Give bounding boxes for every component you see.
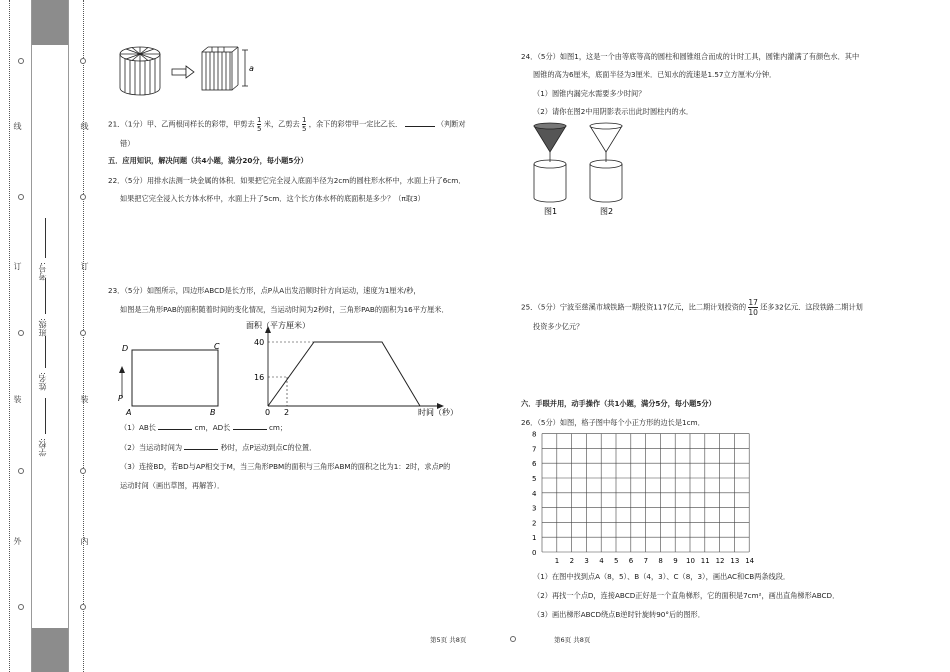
name-field[interactable] [45,336,46,368]
timer-figure-1 [534,123,566,202]
graph-xlabel: 时间（秒） [418,408,458,417]
outer-word-1: 外 [13,537,22,545]
graph-xtick-2: 2 [284,408,290,417]
q22-line1: 22．（5分）用排水法测一块金属的体积．如果把它完全浸入底面半径为2cm的圆柱形水杯中，水面上升了6cm． [108,176,466,185]
graph-ytick-16: 16 [254,373,265,382]
q23-ab-blank[interactable] [158,429,192,430]
q25-line2: 投资多少亿元？ [533,322,584,331]
label-A: A [126,408,132,417]
binding-hole [18,330,24,336]
graph-area-line [268,342,420,406]
binding-hole [80,58,86,64]
binding-hole [80,468,86,474]
label-C: C [214,342,220,351]
grid-x-label: 7 [643,557,649,565]
q25-frac-den: 10 [748,308,758,317]
q21-frac1-num: 1 [256,116,262,124]
school-field[interactable] [45,398,46,434]
outer-word-2: 装 [13,395,22,403]
inner-word-1: 内 [80,537,89,545]
q23-sub2 [120,442,316,453]
grid-x-label: 4 [599,557,604,565]
q23-time-blank[interactable] [184,449,218,450]
q25-line1 [521,298,863,317]
rectangle-abcd [132,350,218,406]
q21-answer-blank[interactable] [405,126,435,127]
q21-fraction-1 [257,116,261,133]
q21-frac1-den: 5 [256,125,262,133]
inner-word-3: 订 [80,262,89,270]
grid-y-label: 7 [532,445,537,454]
grid-x-label: 12 [715,557,725,565]
grid-x-label: 3 [584,557,589,565]
left-page-footer: 第5页 共8页 [430,636,467,644]
q26-sub1: （1）在图中找到点A（8，5）、B（4，3）、C（8，3），画出AC和CB两条线段． [533,572,791,581]
grid-x-label: 8 [658,557,663,565]
q23-line2: 如图是三角形PAB的面积随着时间的变化情况，当运动时间为2秒时，三角形PAB的面积为16平方厘米． [120,305,449,314]
q22-line2: 如果把它完全浸入长方体水杯中，水面上升了5cm．这个长方体水杯的底面积是多少？（π取3） [120,194,425,203]
grid-x-label: 9 [673,557,678,565]
grid-y-label: 5 [532,475,537,483]
gutter-inner-dotted-line [83,0,84,672]
exam-number-label: 考号: [38,262,47,281]
q21-line2: 错） [120,139,135,148]
timer-figure-2 [590,123,622,202]
binding-gutter [0,0,100,672]
q23-sub3-line2: 运动时间（画出草图，再解答）． [120,481,225,490]
q23-sub1-c: cm； [268,423,288,432]
fig2-label: 图2 [600,207,614,216]
q21-line1 [108,116,466,133]
q26-sub3: （3）画出梯形ABCD绕点B逆时针旋转90°后的图形． [533,610,705,619]
section5-title: 五．应用知识，解决问题（共4小题，满分20分，每小题5分） [108,156,308,165]
q23-sub1-b: cm，AD长 [194,423,231,432]
coordinate-grid[interactable] [528,430,760,566]
q21-frac2-den: 5 [302,125,307,133]
q21-text-d: （判断对 [436,119,466,129]
class-field[interactable] [45,278,46,314]
q25-fraction [748,298,758,317]
graph-ylabel: 面积（平方厘米） [246,321,310,330]
q23-sub1 [120,422,287,433]
page-separator-dot [510,636,516,642]
q23-ad-blank[interactable] [233,429,267,430]
grid-x-label: 6 [628,557,634,565]
grid-y-label: 4 [532,489,537,498]
label-D: D [122,344,129,353]
grid-x-label: 1 [554,557,560,565]
binding-hole [18,604,24,610]
grid-x-label: 11 [700,557,710,565]
q24-sub2: （2）请你在图2中用阴影表示出此时圆柱内的水． [533,107,694,116]
label-B: B [210,408,216,417]
grid-x-label: 2 [569,557,575,565]
binding-hole [18,58,24,64]
grid-y-label: 3 [532,504,537,513]
exam-number-field[interactable] [45,218,46,258]
grid-y-label: 2 [532,519,537,528]
school-label: 学校: [38,438,47,457]
q25-frac-num: 17 [748,298,758,307]
gutter-divider-line [9,0,10,672]
grid-y-label: 0 [532,549,537,557]
q23-sub1-a: （1）AB长 [120,423,156,432]
grid-x-label: 13 [730,557,740,565]
graph-ytick-40: 40 [254,338,265,347]
q24-sub1: （1）圆锥内漏完水需要多少时间？ [533,89,646,98]
q25-text-a: 25．（5分）宁波至慈溪市域铁路一期投资117亿元，比二期计划投资的 [521,302,747,312]
q26-line1: 26．（5分）如图，格子图中每个小正方形的边长是1cm． [521,418,705,427]
inner-word-4: 线 [80,122,89,130]
q25-text-b: 还多32亿元．这段铁路二期计划 [760,302,863,312]
binding-hole [18,468,24,474]
q21-text-c: ，余下的彩带甲一定比乙长． [308,119,403,129]
rectangle-abcd-figure [112,338,232,418]
inner-word-2: 装 [80,395,89,403]
binding-hole [80,604,86,610]
q23-sub2-b: 秒时，点P运动到点C的位置． [220,443,317,452]
section6-title: 六．手眼并用，动手操作（共1小题，满分5分，每小题5分） [521,399,716,408]
q23-sub2-a: （2）当运动时间为 [120,443,183,452]
grid-x-label: 5 [614,557,619,565]
label-P: P [118,394,123,403]
outer-word-3: 订 [13,262,22,270]
grid-y-label: 1 [532,534,537,543]
q24-line1: 24．（5分）如图1，这是一个由等底等高的圆柱和圆锥组合而成的计时工具，圆锥内灌满了有颜色水．其中 [521,52,860,61]
grid-x-label: 10 [686,557,695,565]
q21-text-a: 21．（1分）甲、乙两根同样长的彩带，甲剪去 [108,119,255,129]
grid-x-label: 14 [745,557,755,565]
binding-hole [80,330,86,336]
fig1-label: 图1 [544,207,558,216]
q23-line1: 23．（5分）如图所示，四边形ABCD是长方形，点P从A出发沿顺时针方向运动，速度为1厘米/秒， [108,286,421,295]
outer-word-4: 线 [13,122,22,130]
name-label: 姓名: [38,372,47,391]
binding-hole [18,194,24,200]
timer-figures [532,122,642,220]
cylinder-a-label: a [249,64,254,73]
right-page-footer: 第6页 共8页 [554,636,591,644]
grid-y-label: 8 [532,430,537,439]
grid-y-label: 6 [532,460,537,469]
q21-fraction-2 [302,116,306,133]
q26-sub2: （2）再找一个点D，连接ABCD正好是一个直角梯形，它的面积是7cm²，画出直角梯形ABCD． [533,591,840,600]
q23-sub3-line1: （3）连接BD，若BD与AP相交于M，当三角形PBM的面积与三角形ABM的面积之比为1：2时，求点P的 [120,462,451,471]
q21-text-b: 米，乙剪去 [263,119,300,129]
class-label: 班级: [38,318,47,337]
q24-line2: 圆锥的高为6厘米，底面半径为3厘米．已知水的流速是1.57立方厘米/分钟． [533,70,777,79]
binding-hole [80,194,86,200]
cylinder-cut-figure [118,42,278,102]
graph-xtick-0: 0 [265,408,271,417]
area-time-graph [240,318,470,418]
q21-frac2-num: 1 [302,116,307,124]
